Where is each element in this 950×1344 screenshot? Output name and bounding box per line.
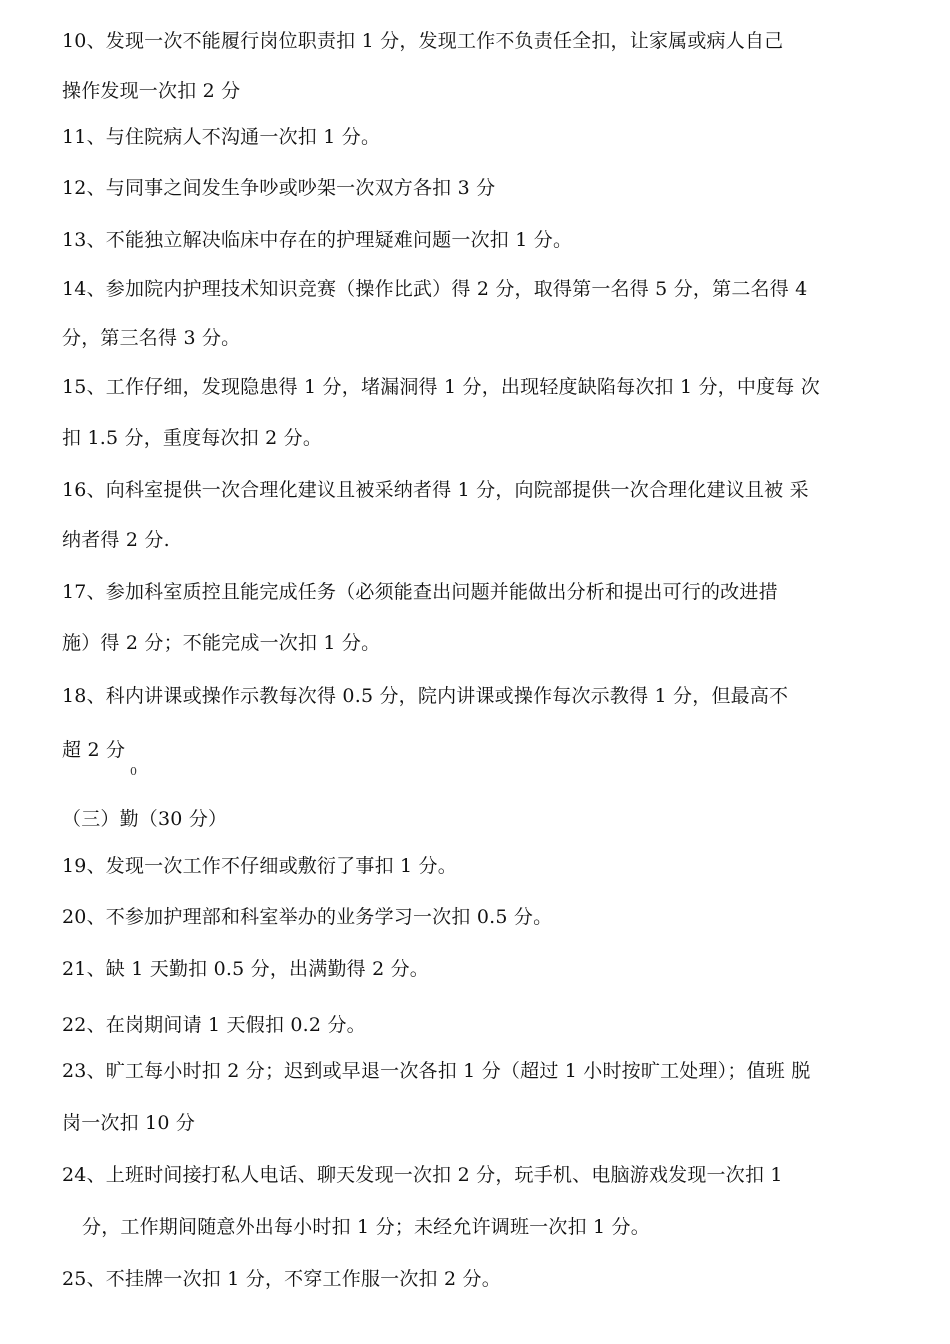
text-line-18-cont: 超 2 分 — [62, 739, 126, 761]
text-line-21: 21、缺 1 天勤扣 0.5 分，出满勤得 2 分。 — [62, 958, 430, 980]
text-line-24: 24、上班时间接打私人电话、聊天发现一次扣 2 分，玩手机、电脑游戏发现一次扣 1 — [62, 1164, 783, 1186]
footnote-mark: 0 — [130, 765, 137, 778]
text-line-23: 23、旷工每小时扣 2 分；迟到或早退一次各扣 1 分（超过 1 小时按旷工处理）；值班 脱 — [62, 1060, 811, 1082]
text-line-23-cont: 岗一次扣 10 分 — [62, 1112, 196, 1134]
text-line-10-cont: 操作发现一次扣 2 分 — [62, 80, 241, 102]
text-line-14-cont: 分，第三名得 3 分。 — [62, 327, 241, 349]
text-line-22: 22、在岗期间请 1 天假扣 0.2 分。 — [62, 1014, 366, 1036]
text-line-17: 17、参加科室质控且能完成任务（必须能查出问题并能做出分析和提出可行的改进措 — [62, 581, 778, 603]
text-line-16-cont: 纳者得 2 分. — [62, 529, 170, 551]
text-line-14: 14、参加院内护理技术知识竞赛（操作比武）得 2 分，取得第一名得 5 分，第二名得 4 — [62, 278, 808, 300]
text-line-16: 16、向科室提供一次合理化建议且被采纳者得 1 分，向院部提供一次合理化建议且被 采 — [62, 479, 809, 501]
section-heading-qin: （三）勤（30 分） — [62, 808, 228, 830]
text-line-20: 20、不参加护理部和科室举办的业务学习一次扣 0.5 分。 — [62, 906, 553, 928]
text-line-15: 15、工作仔细，发现隐患得 1 分，堵漏洞得 1 分，出现轻度缺陷每次扣 1 分，中度每 次 — [62, 376, 820, 398]
text-line-11: 11、与住院病人不沟通一次扣 1 分。 — [62, 126, 381, 148]
text-line-24-cont: 分，工作期间随意外出每小时扣 1 分；未经允许调班一次扣 1 分。 — [82, 1216, 650, 1238]
text-line-19: 19、发现一次工作不仔细或敷衍了事扣 1 分。 — [62, 855, 457, 877]
text-line-13: 13、不能独立解决临床中存在的护理疑难问题一次扣 1 分。 — [62, 229, 573, 251]
text-line-12: 12、与同事之间发生争吵或吵架一次双方各扣 3 分 — [62, 177, 496, 199]
text-line-17-cont: 施）得 2 分；不能完成一次扣 1 分。 — [62, 632, 381, 654]
text-line-25: 25、不挂牌一次扣 1 分，不穿工作服一次扣 2 分。 — [62, 1268, 501, 1290]
text-line-18: 18、科内讲课或操作示教每次得 0.5 分，院内讲课或操作每次示教得 1 分，但最高不 — [62, 685, 789, 707]
text-line-10: 10、发现一次不能履行岗位职责扣 1 分，发现工作不负责任全扣，让家属或病人自己 — [62, 30, 784, 52]
text-line-15-cont: 扣 1.5 分，重度每次扣 2 分。 — [62, 427, 323, 449]
